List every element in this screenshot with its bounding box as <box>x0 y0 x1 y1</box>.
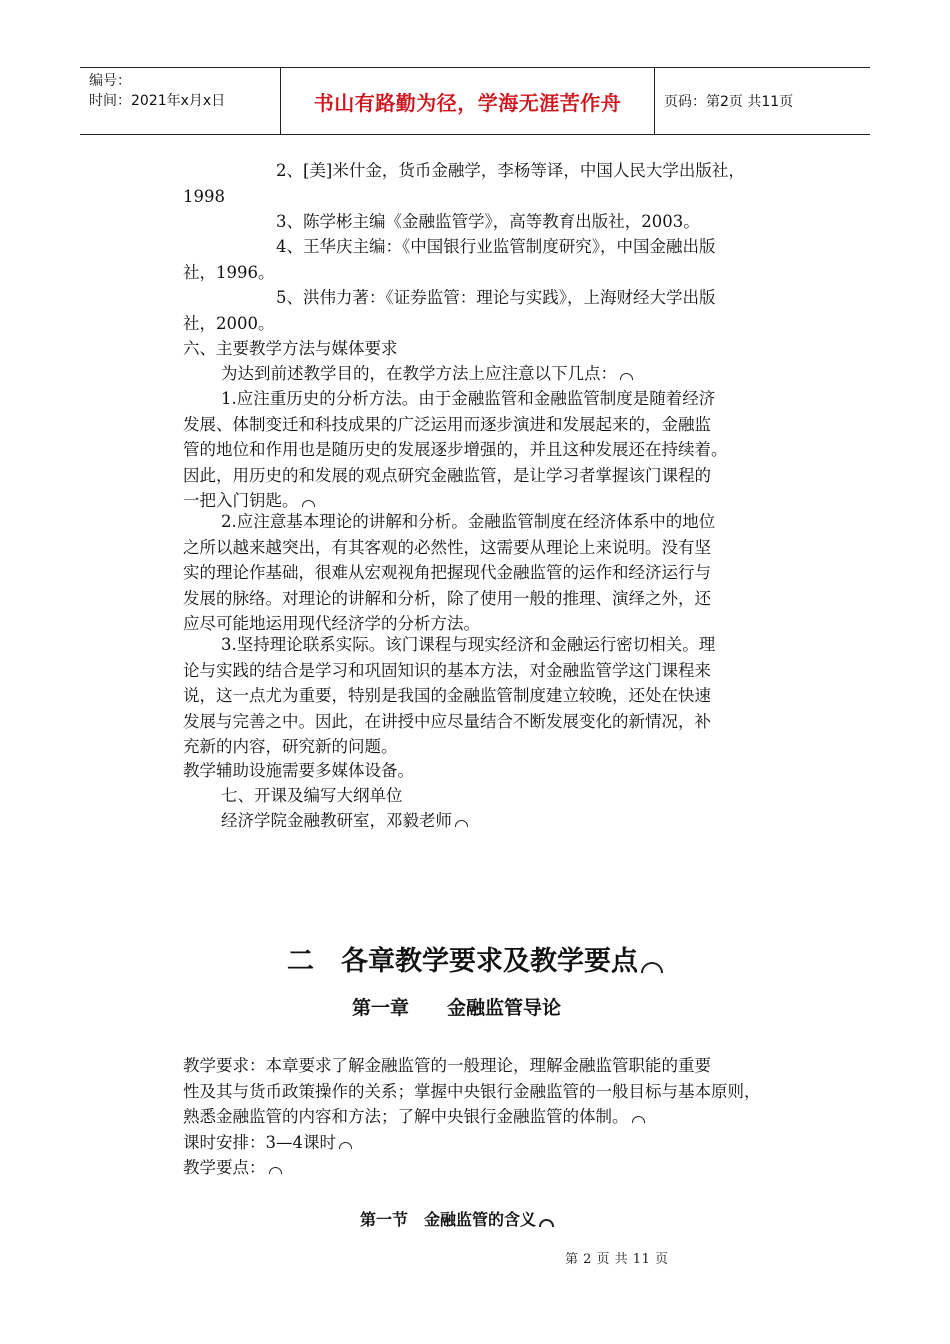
paragraph-mark-icon <box>269 1167 282 1174</box>
reference-5 <box>183 285 823 336</box>
method-paragraph-2 <box>183 509 823 637</box>
section-6-intro <box>183 361 861 387</box>
teaching-requirement-line: 性及其与货币政策操作的关系；掌握中央银行金融监管的一般目标与基本原则， <box>183 1081 761 1101</box>
paragraph-mark-icon <box>539 1219 554 1227</box>
paragraph-mark-icon <box>302 500 315 507</box>
section-7-title <box>183 783 861 809</box>
paragraph-mark-icon <box>455 820 468 827</box>
reference-2-line-2: 1998 <box>183 186 225 206</box>
section-6-title-text: 六、主要教学方法与媒体要求 <box>183 339 398 358</box>
section-1-heading <box>360 1207 554 1230</box>
teaching-points <box>183 1155 823 1181</box>
method-3-line: 论与实践的结合是学习和巩固知识的基本方法，对金融监管学这门课程来 <box>183 660 711 680</box>
header-meta <box>80 68 281 134</box>
reference-3 <box>183 209 823 235</box>
header-page-info: 页码：第2页 共11页 <box>664 94 794 110</box>
method-1-line: 一把入门钥匙。 <box>183 491 299 511</box>
class-hours-text: 课时安排：3—4课时 <box>183 1133 336 1152</box>
method-2-line: 2.应注意基本理论的讲解和分析。金融监管制度在经济体系中的地位 <box>221 512 716 531</box>
chapter-1-heading: 第一章 金融监管导论 <box>352 997 562 1019</box>
method-3-line: 充新的内容，研究新的问题。 <box>183 737 398 757</box>
method-1-line: 1.应注重历史的分析方法。由于金融监管和金融监管制度是随着经济 <box>221 389 716 408</box>
section-1-heading-text: 第一节 金融监管的含义 <box>360 1210 537 1229</box>
teaching-requirements <box>183 1053 823 1130</box>
part-2-heading <box>0 939 950 978</box>
section-6-title <box>183 336 823 362</box>
section-7-unit <box>183 808 861 834</box>
section-6-intro-text: 为达到前述教学目的，在教学方法上应注意以下几点： <box>221 364 617 383</box>
method-2-line: 实的理论作基础，很难从宏观视角把握现代金融监管的运作和经济运行与 <box>183 563 711 583</box>
method-paragraph-3 <box>183 632 823 760</box>
teaching-requirement-line: 熟悉金融监管的内容和方法；了解中央银行金融监管的体制。 <box>183 1107 629 1127</box>
part-2-heading-text: 二 各章教学要求及教学要点 <box>287 946 638 977</box>
paragraph-mark-icon <box>339 1142 352 1149</box>
method-3-line: 发展与完善之中。因此，在讲授中应尽量结合不断发展变化的新情况，补 <box>183 711 711 731</box>
method-1-line: 管的地位和作用也是随历史的发展逐步增强的，并且这种发展还在持续着。 <box>183 440 728 460</box>
section-7-title-text: 七、开课及编写大纲单位 <box>221 786 403 805</box>
reference-2 <box>183 158 823 209</box>
method-3-line: 说，这一点尤为重要，特别是我国的金融监管制度建立较晚，还处在快速 <box>183 686 711 706</box>
reference-3-line-1: 3、陈学彬主编《金融监管学》，高等教育出版社，2003。 <box>276 212 700 231</box>
media-requirement-text: 教学辅助设施需要多媒体设备。 <box>183 761 414 780</box>
method-1-line: 发展、体制变迁和科技成果的广泛运用而逐步演进和发展起来的，金融监 <box>183 414 711 434</box>
paragraph-mark-icon <box>632 1116 645 1123</box>
teaching-requirement-line: 教学要求：本章要求了解金融监管的一般理论，理解金融监管职能的重要 <box>183 1056 711 1075</box>
section-7-unit-text: 经济学院金融教研室，邓毅老师 <box>221 811 452 830</box>
serial-label: 编号： <box>89 73 131 89</box>
reference-4-line-1: 4、王华庆主编：《中国银行业监管制度研究》，中国金融出版 <box>276 237 716 256</box>
page-footer: 第 2 页 共 11 页 <box>565 1252 669 1267</box>
paragraph-mark-icon <box>620 373 633 380</box>
paragraph-mark-icon <box>641 962 663 973</box>
method-2-line: 之所以越来越突出，有其客观的必然性，这需要从理论上来说明。没有坚 <box>183 537 711 557</box>
method-paragraph-1 <box>183 386 823 514</box>
media-requirement <box>183 758 823 784</box>
method-1-line: 因此，用历史的和发展的观点研究金融监管，是让学习者掌握该门课程的 <box>183 465 711 485</box>
method-3-line: 3.坚持理论联系实际。该门课程与现实经济和金融运行密切相关。理 <box>221 635 716 654</box>
header-motto: 书山有路勤为径，学海无涯苦作舟 <box>281 68 655 134</box>
method-2-line: 发展的脉络。对理论的讲解和分析，除了使用一般的推理、演绎之外，还 <box>183 588 711 608</box>
reference-5-line-2: 社，2000。 <box>183 313 275 333</box>
method-2-line: 应尽可能地运用现代经济学的分析方法。 <box>183 614 480 634</box>
header-table <box>80 67 870 135</box>
date-line: 时间：2021年x月x日 <box>89 93 226 109</box>
reference-5-line-1: 5、洪伟力著：《证券监管：理论与实践》，上海财经大学出版 <box>276 288 716 307</box>
class-hours <box>183 1130 823 1156</box>
teaching-points-text: 教学要点： <box>183 1158 266 1177</box>
reference-2-line-1: 2、[美]米什金，货币金融学，李杨等译，中国人民大学出版社， <box>276 161 745 180</box>
reference-4 <box>183 234 823 285</box>
reference-4-line-2: 社，1996。 <box>183 262 275 282</box>
